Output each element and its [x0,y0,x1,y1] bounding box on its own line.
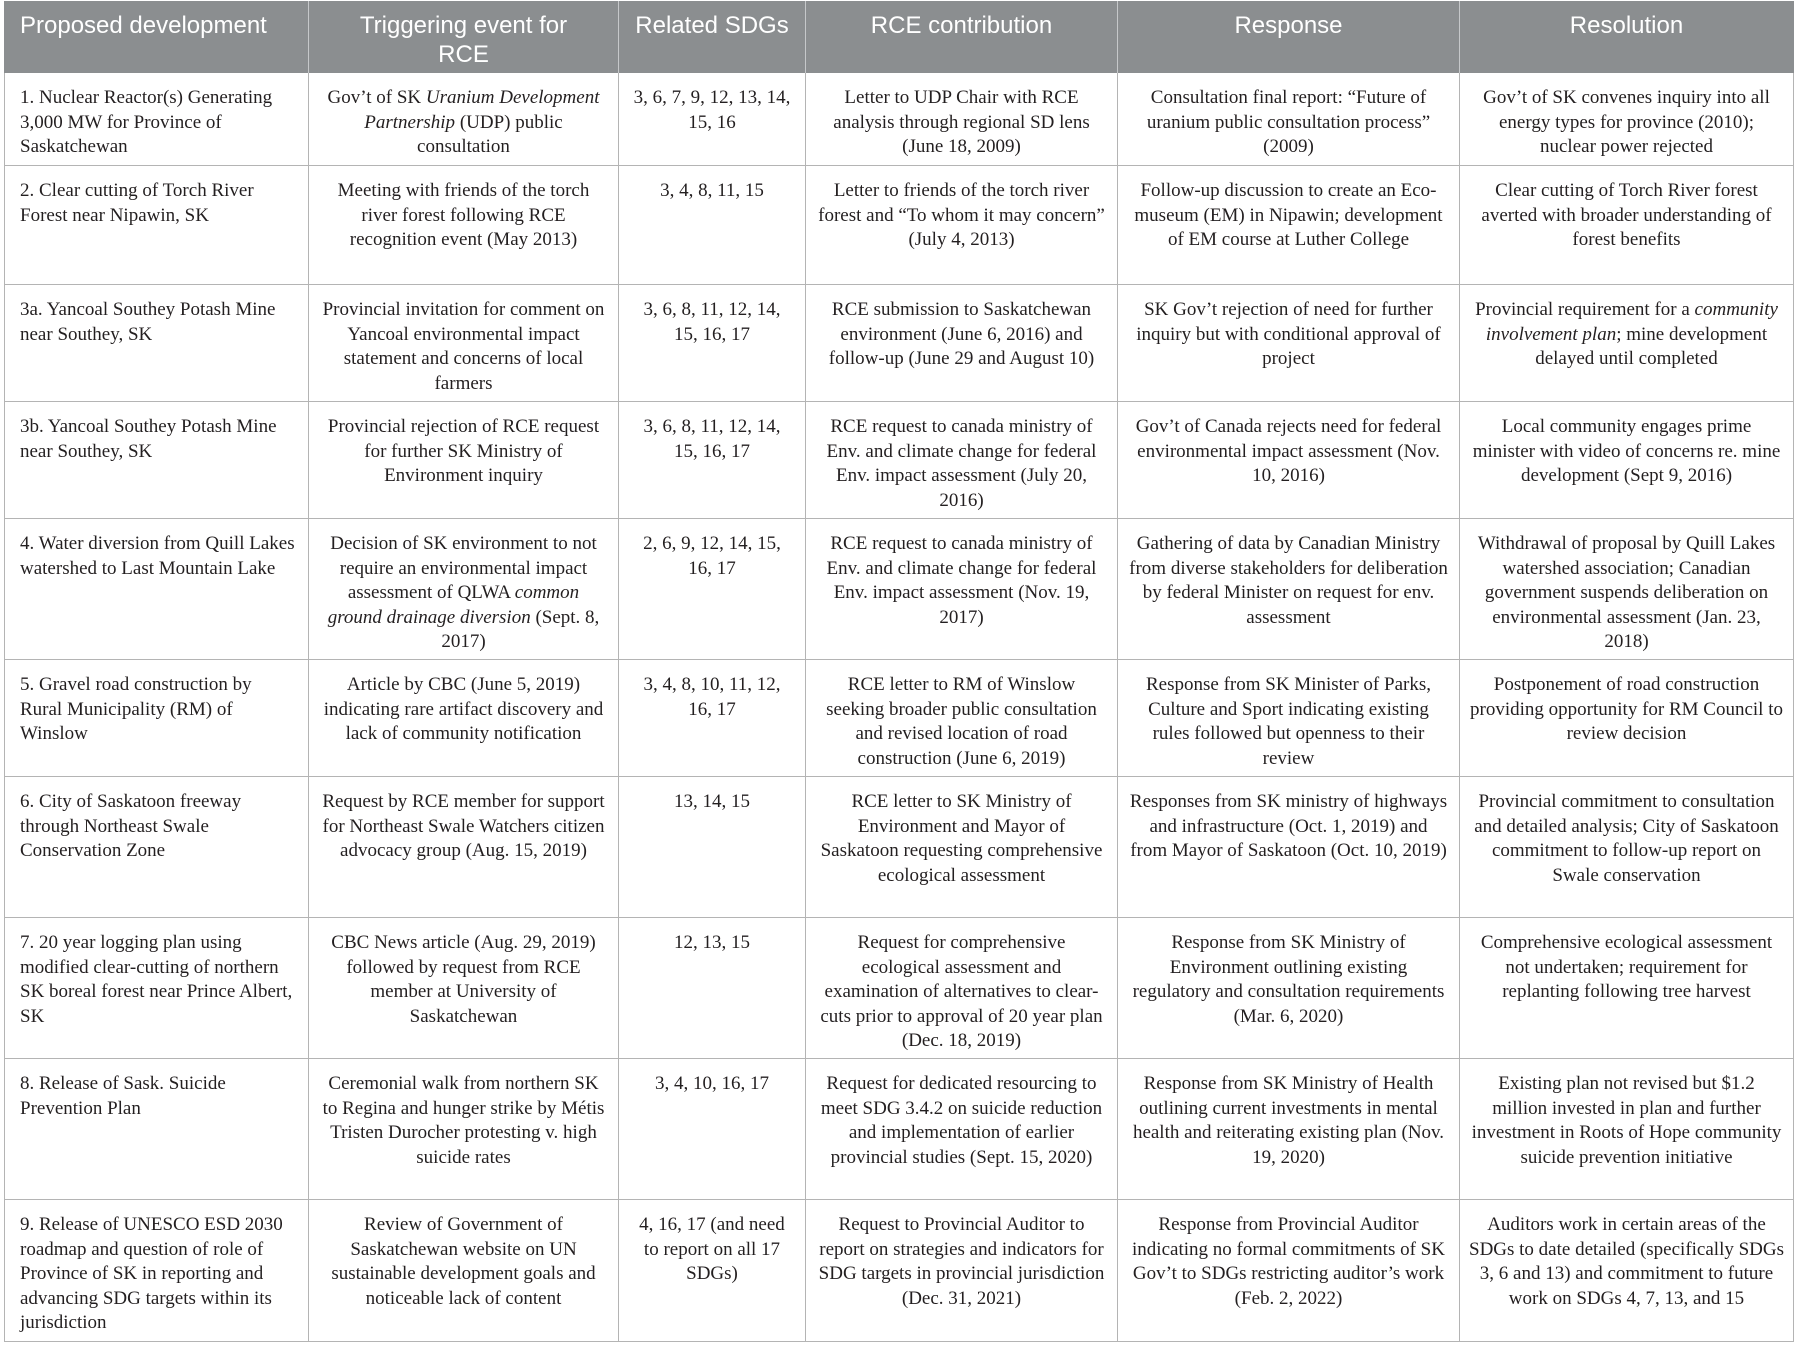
cell-proposed-development: 1. Nuclear Reactor(s) Generating 3,000 MW for Province of Saskatchewan [4,73,309,166]
column-header-triggering-event [309,1,619,73]
cell-response: Responses from SK ministry of highways and infrastructure (Oct. 1, 2019) and from Mayor of Saskatoon (Oct. 10, 2019) [1118,777,1460,918]
cell-triggering-event: Meeting with friends of the torch river forest following RCE recognition event (May 2013) [309,166,619,285]
cell-rce-contribution: RCE request to canada ministry of Env. and climate change for federal Env. impact assessment (July 20, 2016) [806,402,1118,519]
cell-triggering-event: Request by RCE member for support for Northeast Swale Watchers citizen advocacy group (Aug. 15, 2019) [309,777,619,918]
cell-proposed-development: 8. Release of Sask. Suicide Prevention Plan [4,1059,309,1200]
text-segment: Decision of SK environment to not require an environmental impact assessment of QLWA [330,533,597,604]
cell-resolution: Existing plan not revised but $1.2 million invested in plan and further investment in Roots of Hope community suicide prevention initiative [1460,1059,1794,1200]
sdg-cases-table [4,1,1794,1342]
cell-related-sdgs: 3, 6, 8, 11, 12, 14, 15, 16, 17 [619,402,806,519]
column-header-rce-contribution: RCE contribution [806,1,1118,73]
cell-proposed-development: 6. City of Saskatoon freeway through Northeast Swale Conservation Zone [4,777,309,918]
cell-rce-contribution: RCE letter to RM of Winslow seeking broader public consultation and revised location of road construction (June 6, 2019) [806,660,1118,777]
cell-rce-contribution: Request to Provincial Auditor to report on strategies and indicators for SDG targets in provincial jurisdiction (Dec. 31, 2021) [806,1200,1118,1342]
cell-resolution: Provincial commitment to consultation and detailed analysis; City of Saskatoon commitment to follow-up report on Swale conservation [1460,777,1794,918]
cell-rce-contribution: Request for dedicated resourcing to meet SDG 3.4.2 on suicide reduction and implementation of earlier provincial studies (Sept. 15, 2020) [806,1059,1118,1200]
cell-response: Response from SK Ministry of Health outlining current investments in mental health and reiterating existing plan (Nov. 19, 2020) [1118,1059,1460,1200]
cell-related-sdgs: 3, 4, 8, 10, 11, 12, 16, 17 [619,660,806,777]
cell-proposed-development: 3b. Yancoal Southey Potash Mine near Southey, SK [4,402,309,519]
italic-text: common ground drainage diversion [327,582,580,628]
cell-response: SK Gov’t rejection of need for further inquiry but with conditional approval of project [1118,285,1460,402]
cell-response: Consultation final report: “Future of uranium public consultation process” (2009) [1118,73,1460,166]
cell-resolution: Gov’t of SK convenes inquiry into all energy types for province (2010); nuclear power rejected [1460,73,1794,166]
cell-triggering-event: Review of Government of Saskatchewan website on UN sustainable development goals and noticeable lack of content [309,1200,619,1342]
cell-proposed-development: 4. Water diversion from Quill Lakes watershed to Last Mountain Lake [4,519,309,660]
text-segment: (Sept. 8, 2017) [441,606,600,653]
cell-resolution: Local community engages prime minister with video of concerns re. mine development (Sept 9, 2016) [1460,402,1794,519]
cell-related-sdgs: 13, 14, 15 [619,777,806,918]
column-header-response: Response [1118,1,1460,73]
column-header-proposed-development: Proposed development [4,1,309,73]
text-segment: Gov’t of SK [327,87,426,108]
cell-triggering-event [309,519,619,660]
cell-rce-contribution: RCE request to canada ministry of Env. and climate change for federal Env. impact assessment (Nov. 19, 2017) [806,519,1118,660]
cell-response: Response from Provincial Auditor indicating no formal commitments of SK Gov’t to SDGs restricting auditor’s work (Feb. 2, 2022) [1118,1200,1460,1342]
cell-resolution [1460,285,1794,402]
italic-text: Uranium Development Partnership [364,87,600,133]
cell-related-sdgs: 3, 6, 7, 9, 12, 13, 14, 15, 16 [619,73,806,166]
cell-related-sdgs: 3, 4, 8, 11, 15 [619,166,806,285]
cell-proposed-development: 3a. Yancoal Southey Potash Mine near Southey, SK [4,285,309,402]
text-segment: (UDP) public consultation [417,111,563,158]
cell-triggering-event: Ceremonial walk from northern SK to Regina and hunger strike by Métis Tristen Durocher protesting v. high suicide rates [309,1059,619,1200]
cell-resolution: Comprehensive ecological assessment not undertaken; requirement for replanting following tree harvest [1460,918,1794,1059]
column-header-resolution: Resolution [1460,1,1794,73]
cell-triggering-event: Provincial invitation for comment on Yancoal environmental impact statement and concerns of local farmers [309,285,619,402]
cell-related-sdgs: 3, 4, 10, 16, 17 [619,1059,806,1200]
cell-related-sdgs: 3, 6, 8, 11, 12, 14, 15, 16, 17 [619,285,806,402]
cell-triggering-event: CBC News article (Aug. 29, 2019) followed by request from RCE member at University of Saskatchewan [309,918,619,1059]
cell-related-sdgs: 12, 13, 15 [619,918,806,1059]
cell-rce-contribution: RCE submission to Saskatchewan environment (June 6, 2016) and follow-up (June 29 and August 10) [806,285,1118,402]
cell-response: Response from SK Ministry of Environment outlining existing regulatory and consultation requirements (Mar. 6, 2020) [1118,918,1460,1059]
italic-text: community involvement plan [1485,299,1778,345]
cell-triggering-event: Provincial rejection of RCE request for further SK Ministry of Environment inquiry [309,402,619,519]
cell-response: Gathering of data by Canadian Ministry from diverse stakeholders for deliberation by federal Minister on request for env. assessment [1118,519,1460,660]
cell-response: Follow-up discussion to create an Eco-museum (EM) in Nipawin; development of EM course at Luther College [1118,166,1460,285]
cell-triggering-event: Article by CBC (June 5, 2019) indicating rare artifact discovery and lack of community notification [309,660,619,777]
cell-resolution: Auditors work in certain areas of the SDGs to date detailed (specifically SDGs 3, 6 and 13) and commitment to future work on SDGs 4, 7, 13, and 15 [1460,1200,1794,1342]
cell-resolution: Clear cutting of Torch River forest averted with broader understanding of forest benefits [1460,166,1794,285]
column-header-related-sdgs: Related SDGs [619,1,806,73]
cell-proposed-development: 7. 20 year logging plan using modified clear-cutting of northern SK boreal forest near Prince Albert, SK [4,918,309,1059]
cell-proposed-development: 9. Release of UNESCO ESD 2030 roadmap and question of role of Province of SK in reporting and advancing SDG targets within its jurisdiction [4,1200,309,1342]
cell-related-sdgs: 4, 16, 17 (and need to report on all 17 SDGs) [619,1200,806,1342]
cell-proposed-development: 2. Clear cutting of Torch River Forest near Nipawin, SK [4,166,309,285]
text-segment: ; mine development delayed until completed [1535,323,1768,370]
cell-rce-contribution: Letter to UDP Chair with RCE analysis through regional SD lens (June 18, 2009) [806,73,1118,166]
cell-proposed-development: 5. Gravel road construction by Rural Municipality (RM) of Winslow [4,660,309,777]
cell-rce-contribution: Letter to friends of the torch river forest and “To whom it may concern” (July 4, 2013) [806,166,1118,285]
cell-response: Response from SK Minister of Parks, Culture and Sport indicating existing rules followed but openness to their review [1118,660,1460,777]
cell-related-sdgs: 2, 6, 9, 12, 14, 15, 16, 17 [619,519,806,660]
cell-rce-contribution: Request for comprehensive ecological assessment and examination of alternatives to clear-cuts prior to approval of 20 year plan (Dec. 18, 2019) [806,918,1118,1059]
cell-resolution: Postponement of road construction providing opportunity for RM Council to review decision [1460,660,1794,777]
cell-rce-contribution: RCE letter to SK Ministry of Environment and Mayor of Saskatoon requesting comprehensive ecological assessment [806,777,1118,918]
cell-triggering-event [309,73,619,166]
text-segment: Provincial requirement for a [1475,299,1695,320]
column-header-label: Triggering event for RCE [359,12,568,68]
cell-response: Gov’t of Canada rejects need for federal environmental impact assessment (Nov. 10, 2016) [1118,402,1460,519]
cell-resolution: Withdrawal of proposal by Quill Lakes watershed association; Canadian government suspends deliberation on environmental assessment (Jan. 23, 2018) [1460,519,1794,660]
